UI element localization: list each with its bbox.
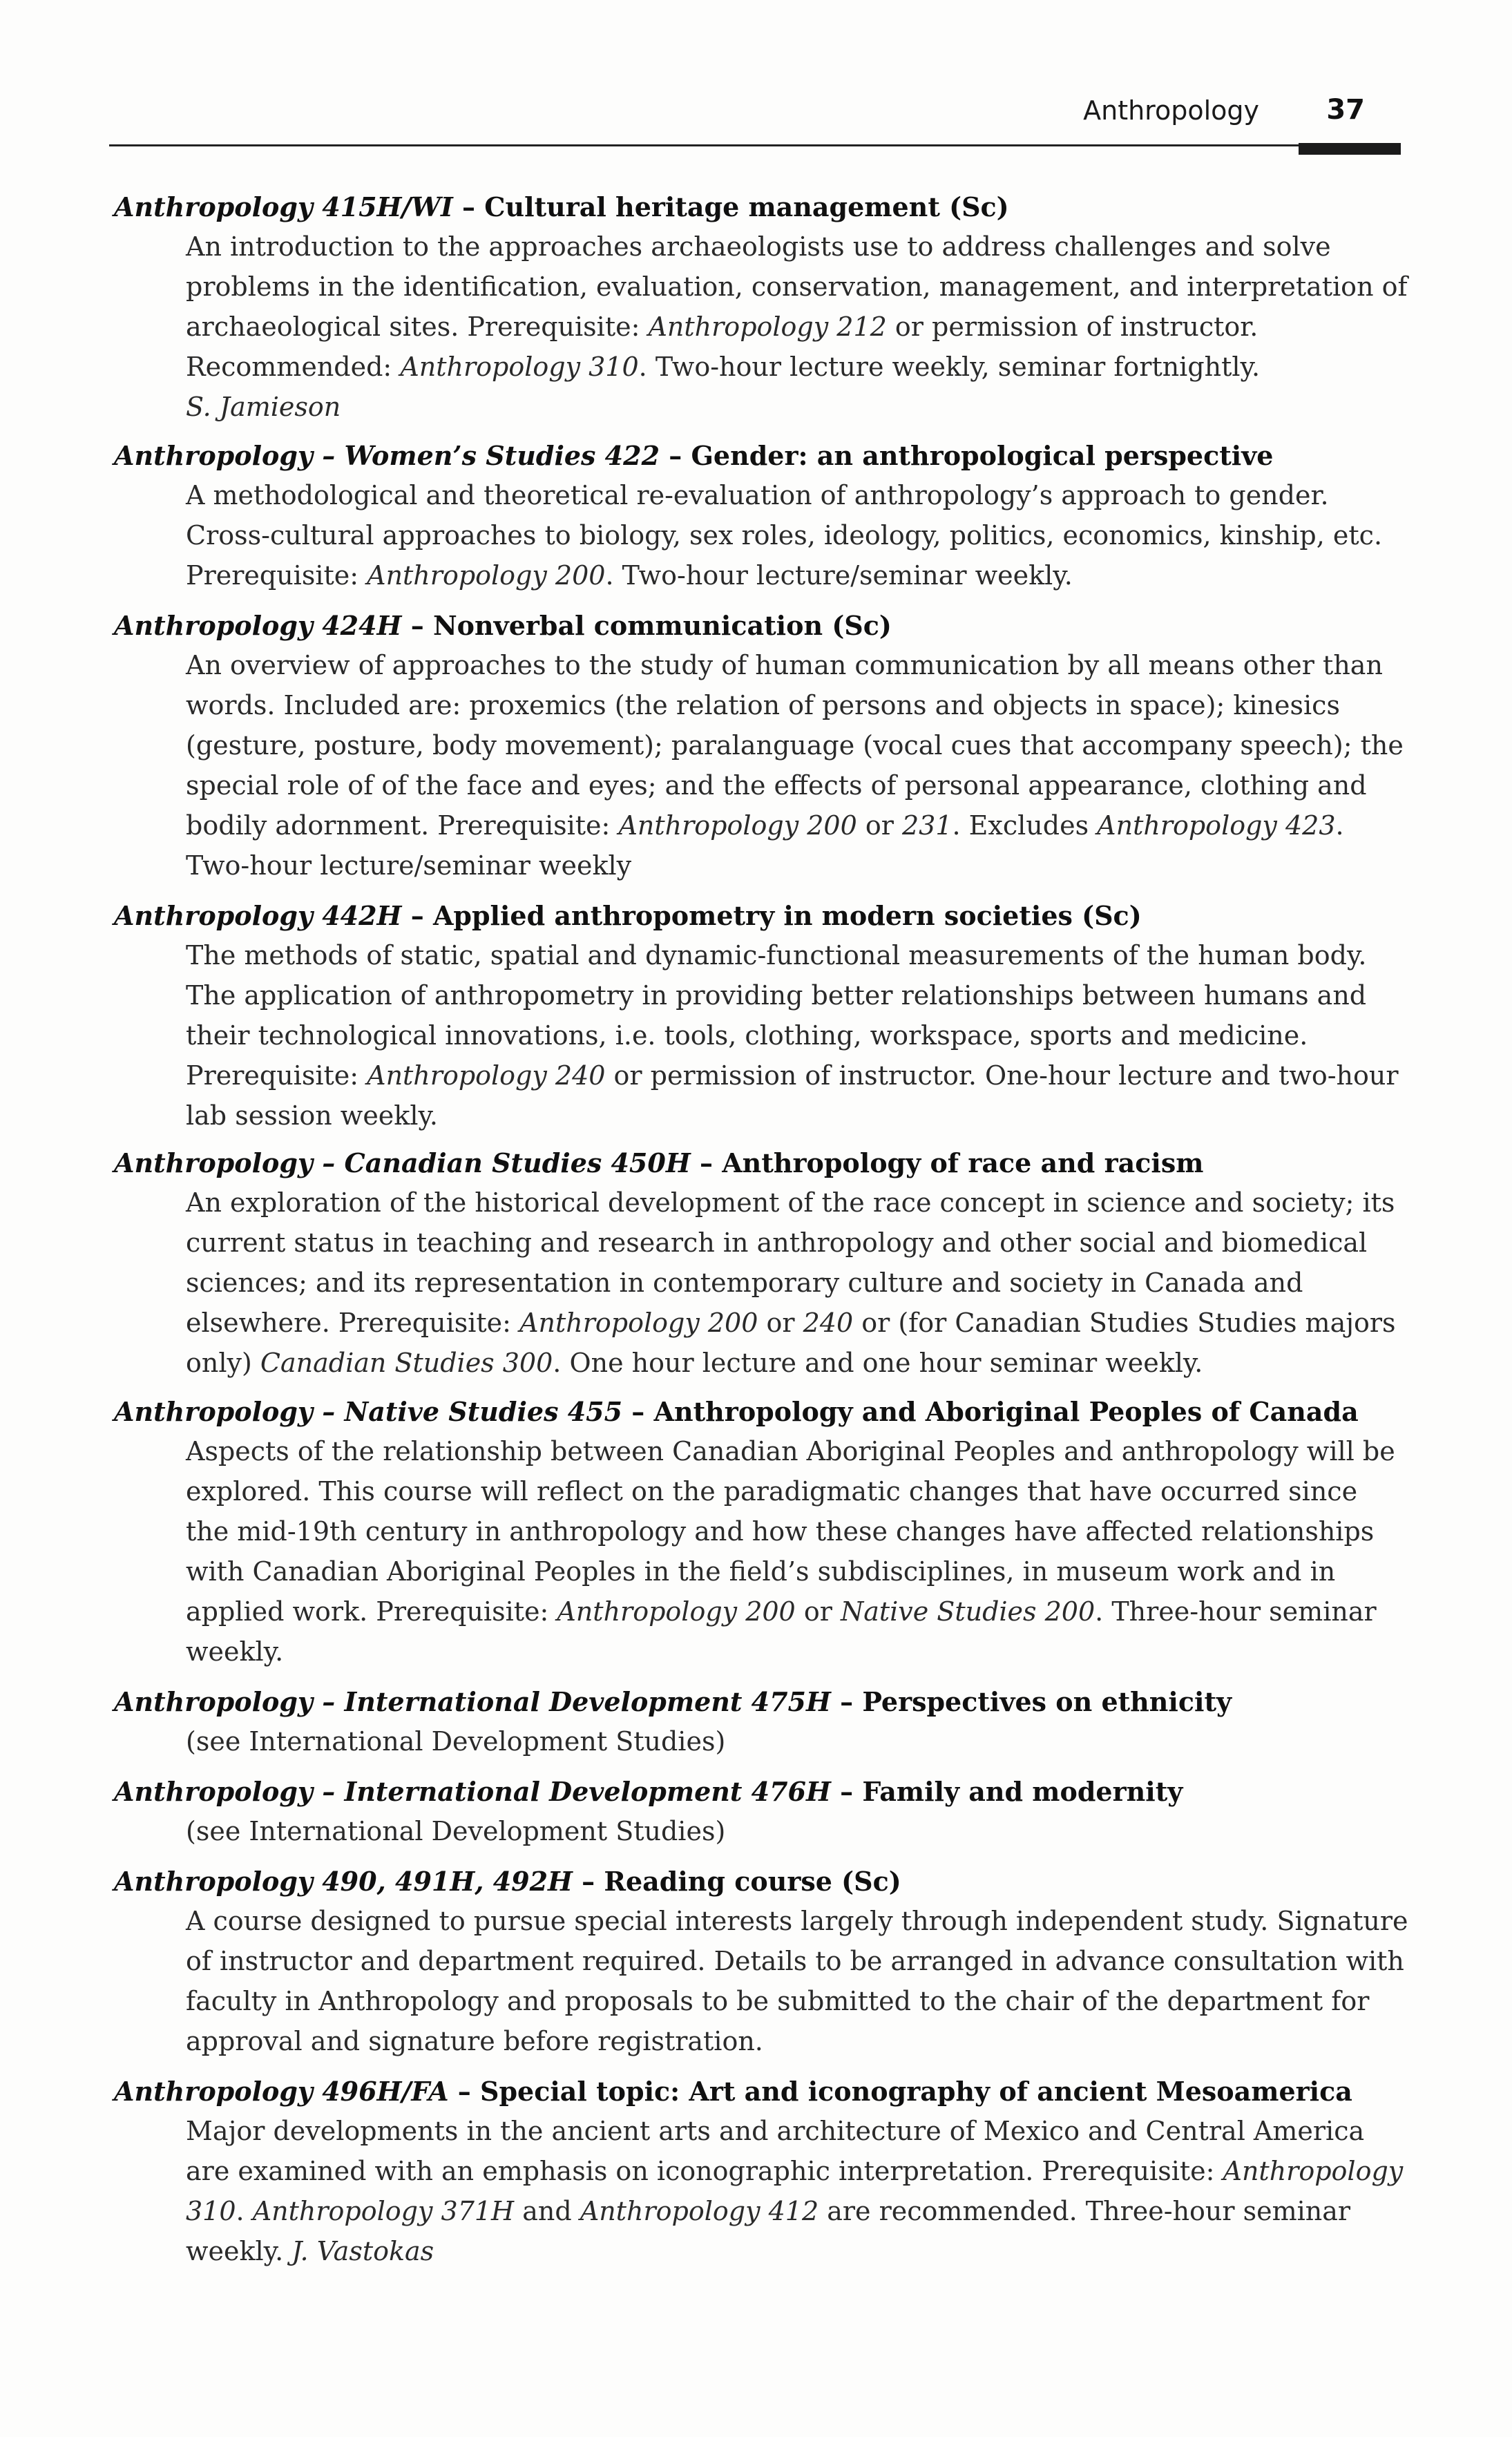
course-entry (114, 437, 1413, 595)
description-text: Major developments in the ancient arts and architecture of Mexico and Central America are examined with an emphasis on iconographic interpretation. Prerequisite: (186, 2116, 1365, 2186)
course-reference: Native Studies 200 (840, 1596, 1095, 1627)
description-text: Aspects of the relationship between Canadian Aboriginal Peoples and anthropology will be explored. This course will reflect on the paradigmatic changes that have occurred since the mid-19th century in anthropology and how these changes have affected relationships with Canadian Aboriginal Peoples in the field’s subdisciplines, in museum work and in applied work. Prerequisite: (186, 1436, 1395, 1627)
course-description (186, 1901, 1408, 2061)
course-reference: Anthropology 200 (618, 810, 857, 841)
course-description (186, 1811, 1408, 1851)
header-rule (109, 144, 1401, 146)
course-description (186, 475, 1408, 595)
course-code: Anthropology – Native Studies 455 (114, 1396, 623, 1427)
course-code: Anthropology 496H/FA (114, 2076, 449, 2107)
description-text: . One hour lecture and one hour seminar weekly. (553, 1348, 1203, 1378)
course-heading: Anthropology 490, 491H, 492H – Reading course (Sc) (114, 1866, 901, 1897)
course-reference: Anthropology 240 (367, 1060, 606, 1091)
course-code: Anthropology – Women’s Studies 422 (114, 440, 660, 471)
instructor-name: S. Jamieson (186, 392, 341, 422)
description-text: . Three-hour seminar weekly. (186, 1596, 1377, 1667)
course-heading: Anthropology – International Development 476H – Family and modernity (114, 1776, 1183, 1807)
course-code: Anthropology 442H (114, 900, 402, 931)
course-code: Anthropology – Canadian Studies 450H (114, 1147, 691, 1178)
course-title: Anthropology of race and racism (722, 1147, 1204, 1178)
description-text: . Two-hour lecture/seminar weekly. (605, 560, 1073, 591)
page-header (109, 95, 1401, 137)
course-description (186, 1183, 1408, 1383)
course-title: Applied anthropometry in modern societies (Sc) (432, 900, 1142, 931)
course-description (186, 2111, 1408, 2271)
description-text: An introduction to the approaches archaeologists use to address challenges and solve problems in the identification, evaluation, conservation, management, and interpretation of archaeological sites. Prerequisite: (186, 231, 1408, 342)
description-text: or (857, 810, 902, 841)
description-text: (see International Development Studies) (186, 1726, 726, 1757)
course-heading: Anthropology 415H/WI – Cultural heritage management (Sc) (114, 191, 1009, 222)
running-head: Anthropology (1083, 95, 1259, 126)
course-code: Anthropology 424H (114, 610, 402, 641)
course-entry (114, 1862, 1413, 2061)
description-text: A course designed to pursue special interests largely through independent study. Signature of instructor and department required. Details to be arranged in advance consultation with faculty in Anthropology and proposals to be submitted to the chair of the department for approval and signature before registration. (186, 1906, 1408, 2056)
description-text: or (795, 1596, 841, 1627)
course-reference: Anthropology 310 (400, 352, 639, 382)
course-entry (114, 1772, 1413, 1851)
course-description (186, 935, 1408, 1136)
course-reference: Canadian Studies 300 (260, 1348, 553, 1378)
course-list (114, 188, 1413, 2271)
description-text: are recommended. Three-hour seminar weekly. (186, 2196, 1351, 2266)
course-entry (114, 606, 1413, 886)
course-heading: Anthropology – International Development 475H – Perspectives on ethnicity (114, 1686, 1232, 1717)
description-text: . Two-hour lecture weekly, seminar fortnightly. (638, 352, 1261, 382)
description-text: (see International Development Studies) (186, 1816, 726, 1846)
course-heading: Anthropology 442H – Applied anthropometry in modern societies (Sc) (114, 900, 1142, 931)
description-text: . Two-hour lecture/seminar weekly (186, 810, 1344, 881)
course-reference: Anthropology 212 (648, 312, 887, 342)
description-text: An overview of approaches to the study of human communication by all means other than words. Included are: proxemics (the relation of persons and objects in space); kinesics (gesture, posture, body movement); paralanguage (vocal cues that accompany speech); the special role of of the face and eyes; and the effects of personal appearance, clothing and bodily adornment. Prerequisite: (186, 650, 1404, 841)
description-text: or permission of instructor. One-hour lecture and two-hour lab session weekly. (186, 1060, 1399, 1131)
course-code: Anthropology 490, 491H, 492H (114, 1866, 573, 1897)
course-code: Anthropology – International Development 475H (114, 1686, 831, 1717)
course-entry (114, 897, 1413, 1136)
course-description (186, 1431, 1408, 1672)
course-heading: Anthropology 496H/FA – Special topic: Art and iconography of ancient Mesoamerica (114, 2076, 1352, 2107)
course-reference: 240 (803, 1308, 854, 1338)
course-entry (114, 1683, 1413, 1761)
course-description (186, 1721, 1408, 1761)
course-title: Reading course (Sc) (604, 1866, 901, 1897)
description-text: . (236, 2196, 253, 2226)
course-title: Cultural heritage management (Sc) (484, 191, 1009, 222)
course-title: Anthropology and Aboriginal Peoples of Canada (653, 1396, 1359, 1427)
course-heading: Anthropology 424H – Nonverbal communication (Sc) (114, 610, 892, 641)
description-text: A methodological and theoretical re-evaluation of anthropology’s approach to gender. Cross-cultural approaches to biology, sex roles, ideology, politics, economics, kinship, etc. Prerequisite: (186, 480, 1383, 591)
course-reference: 231 (901, 810, 953, 841)
course-description (186, 645, 1408, 886)
description-text: or (for Canadian Studies Studies majors only) (186, 1308, 1396, 1378)
header-rule-tab (1299, 143, 1401, 155)
course-code: Anthropology – International Development 476H (114, 1776, 831, 1807)
course-entry (114, 2072, 1413, 2271)
course-title: Perspectives on ethnicity (862, 1686, 1232, 1717)
instructor-name: J. Vastokas (291, 2236, 434, 2266)
course-reference: Anthropology 200 (519, 1308, 758, 1338)
course-reference: Anthropology 200 (367, 560, 606, 591)
course-entry (114, 1144, 1413, 1383)
course-reference: Anthropology 200 (557, 1596, 796, 1627)
course-reference: Anthropology 310 (186, 2156, 1404, 2226)
course-entry (114, 1393, 1413, 1672)
course-heading: Anthropology – Women’s Studies 422 – Gender: an anthropological perspective (114, 440, 1274, 471)
course-title: Special topic: Art and iconography of ancient Mesoamerica (480, 2076, 1352, 2107)
description-text: or permission of instructor. Recommended: (186, 312, 1259, 382)
course-description (186, 227, 1408, 427)
course-code: Anthropology 415H/WI (114, 191, 453, 222)
course-heading: Anthropology – Canadian Studies 450H – Anthropology of race and racism (114, 1147, 1204, 1178)
course-title: Nonverbal communication (Sc) (432, 610, 892, 641)
page-number: 37 (1326, 94, 1365, 126)
course-entry (114, 188, 1413, 427)
course-title: Family and modernity (862, 1776, 1183, 1807)
description-text: The methods of static, spatial and dynamic-functional measurements of the human body. The application of anthropometry in providing better relationships between humans and their technological innovations, i.e. tools, clothing, workspace, sports and medicine. Prerequisite: (186, 940, 1367, 1091)
description-text: An exploration of the historical development of the race concept in science and society; its current status in teaching and research in anthropology and other social and biomedical sciences; and its representation in contemporary culture and society in Canada and elsewhere. Prerequisite: (186, 1187, 1395, 1338)
description-text: and (514, 2196, 580, 2226)
course-reference: Anthropology 412 (580, 2196, 819, 2226)
course-reference: Anthropology 423 (1097, 810, 1336, 841)
course-title: Gender: an anthropological perspective (691, 440, 1274, 471)
course-heading: Anthropology – Native Studies 455 – Anthropology and Aboriginal Peoples of Canada (114, 1396, 1359, 1427)
course-reference: Anthropology 371H (252, 2196, 515, 2226)
description-text: . Excludes (952, 810, 1098, 841)
description-text: or (758, 1308, 803, 1338)
